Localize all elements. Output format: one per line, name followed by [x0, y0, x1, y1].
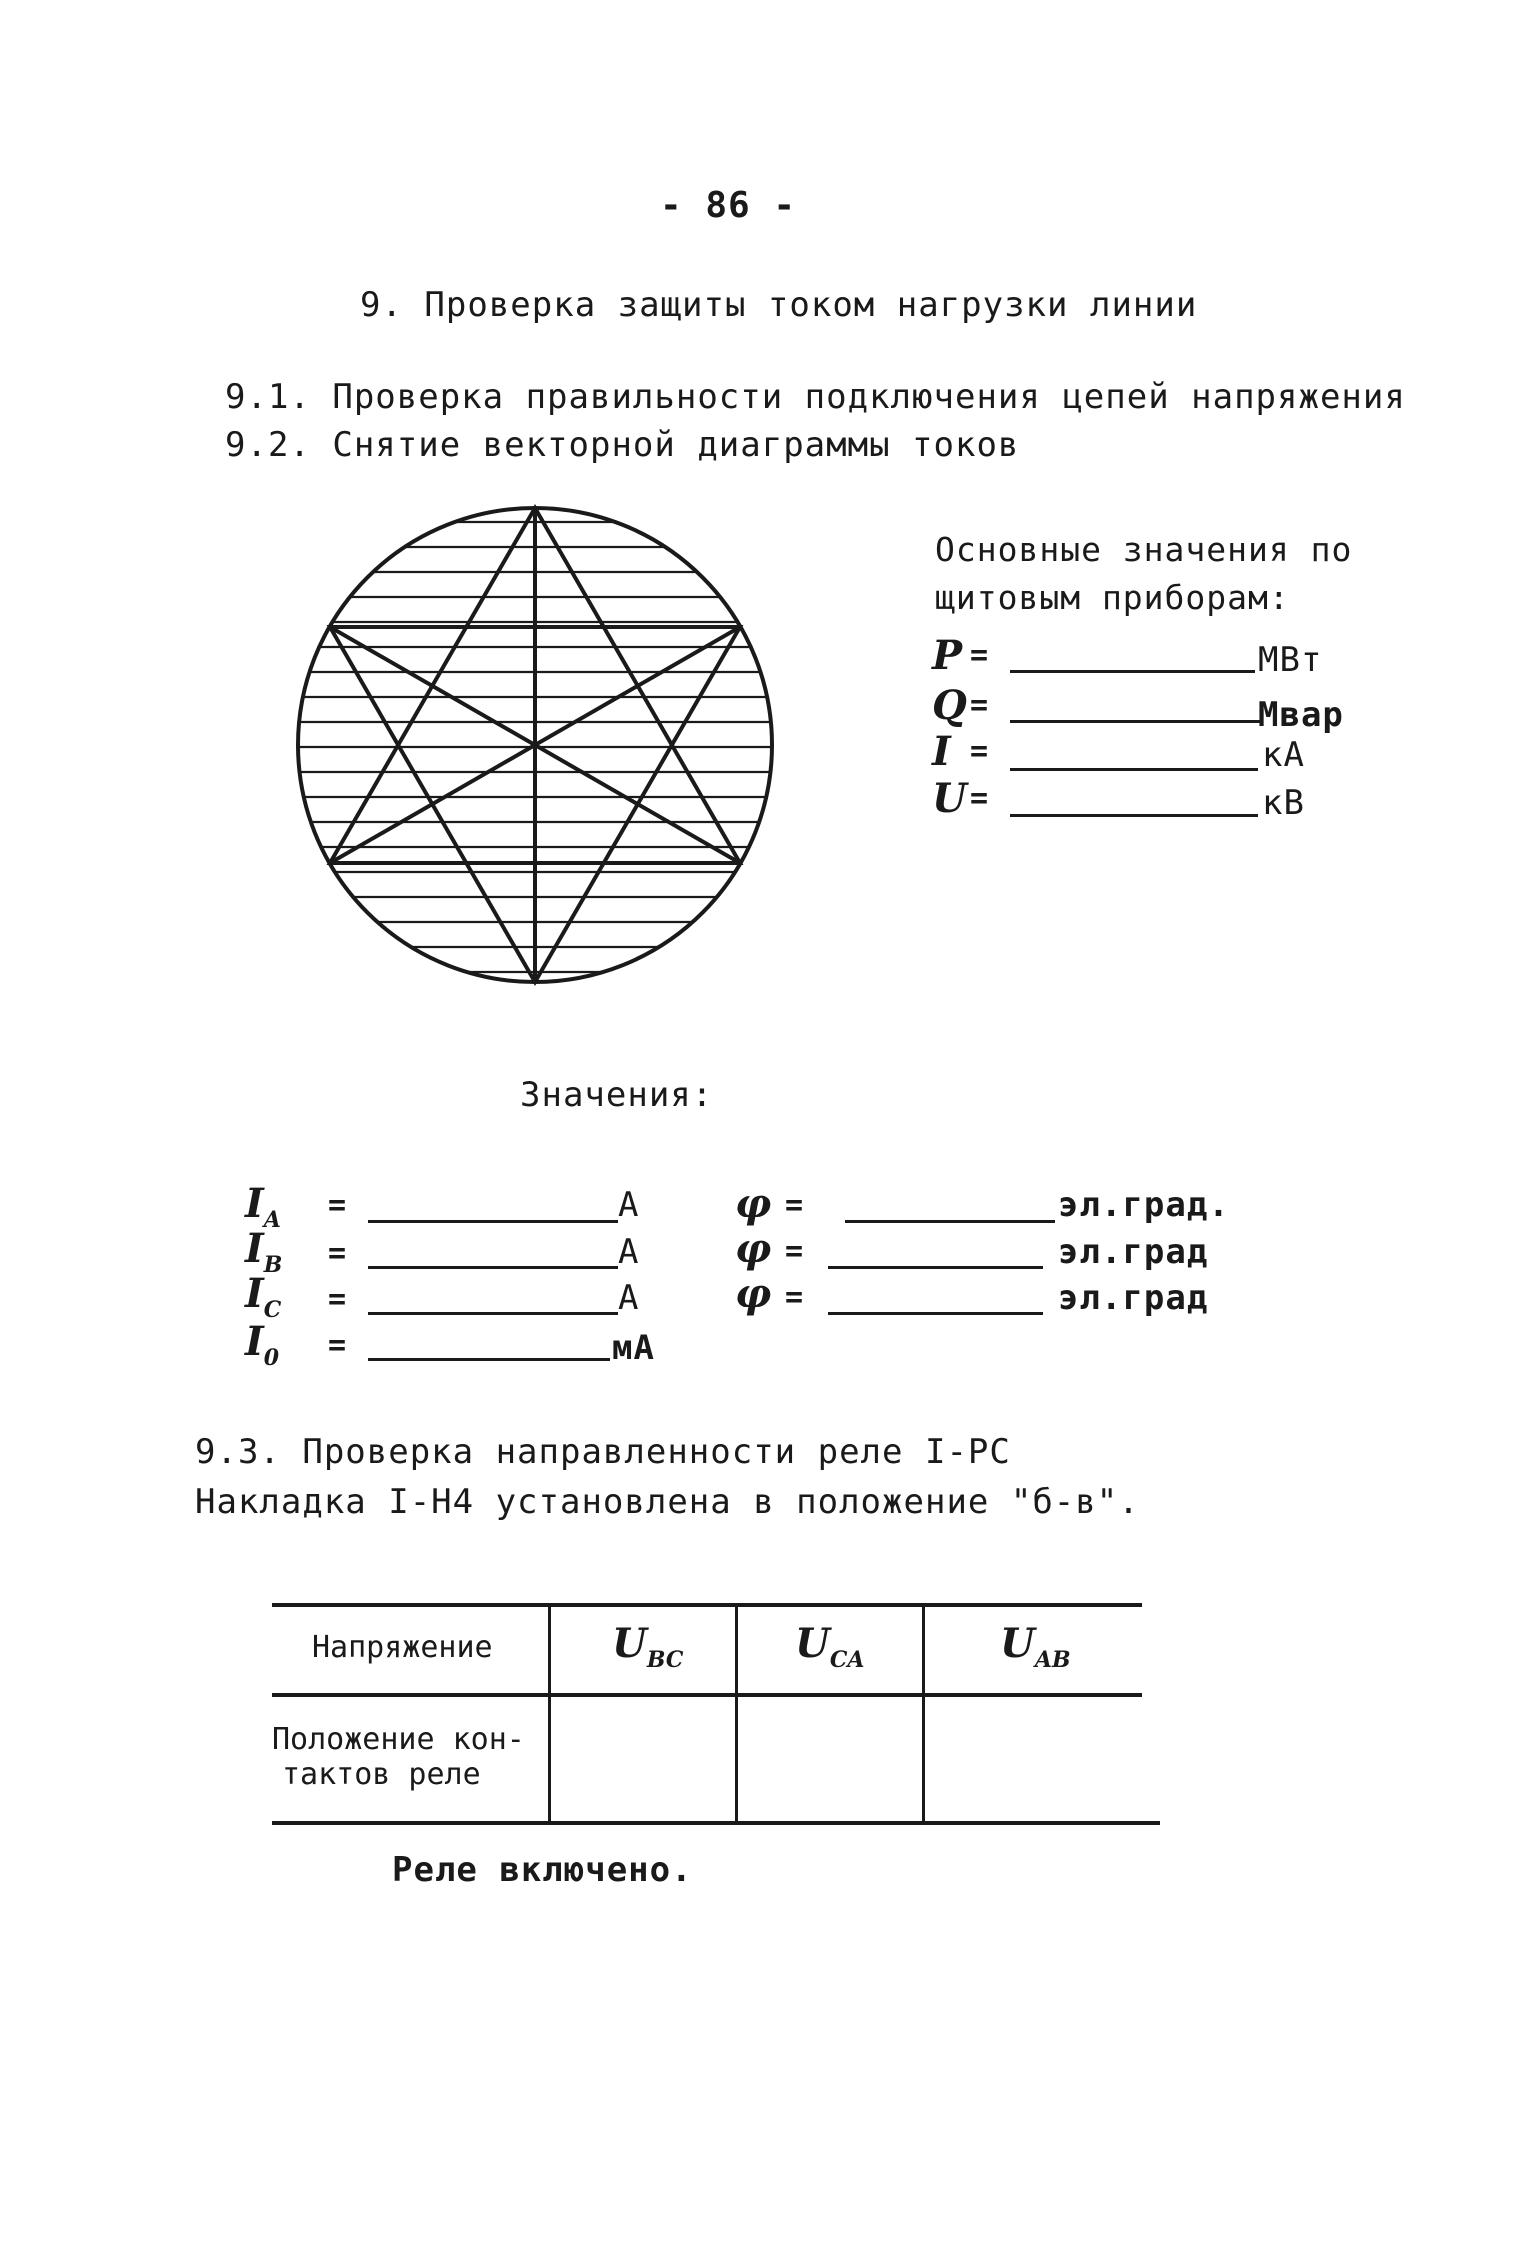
table-row-label-line2: тактов реле: [282, 1757, 481, 1792]
meter-unit: Мвар: [1258, 695, 1344, 735]
section-title: 9. Проверка защиты током нагрузки линии: [360, 285, 1198, 325]
angle-blank-line: [828, 1266, 1043, 1269]
table-cell-uab-value[interactable]: [926, 1697, 1126, 1819]
current-symbol: $I_B$: [245, 1225, 283, 1278]
angle-unit: эл.град.: [1058, 1185, 1230, 1225]
current-unit: А: [618, 1232, 640, 1272]
table-cell-ubc-value[interactable]: [552, 1697, 732, 1819]
angle-unit: эл.град: [1058, 1278, 1209, 1318]
table-bottom-rule: [272, 1821, 1160, 1825]
meter-equals: =: [970, 638, 989, 673]
meters-heading-line2: щитовым приборам:: [935, 578, 1290, 617]
angle-blank-line: [845, 1220, 1055, 1223]
meter-symbol: I: [932, 728, 951, 775]
phi-symbol: φ: [735, 1225, 772, 1272]
item-9-1: 9.1. Проверка правильности подключения цепей напряжения: [225, 377, 1406, 417]
current-equals: =: [328, 1328, 347, 1363]
table-col-uca: $U_{CA}$: [795, 1620, 865, 1673]
current-blank-line: [368, 1358, 610, 1361]
diagram-star: [330, 508, 740, 982]
current-symbol: $I_C$: [245, 1270, 282, 1323]
current-blank-line: [368, 1220, 618, 1223]
current-equals: =: [328, 1188, 347, 1223]
relay-status: Реле включено.: [392, 1850, 693, 1890]
values-heading: Значения:: [520, 1075, 714, 1115]
meter-equals: =: [970, 781, 989, 816]
overlay-note: Накладка I-Н4 установлена в положение "б-в".: [195, 1482, 1140, 1522]
table-header-label: Напряжение: [312, 1630, 493, 1665]
meter-blank-line: [1010, 768, 1258, 771]
meter-unit: кА: [1262, 735, 1305, 775]
meters-heading-line1: Основные значения по: [935, 530, 1353, 569]
current-unit: А: [618, 1185, 640, 1225]
item-9-3: 9.3. Проверка направленности реле I-РС: [195, 1432, 1011, 1472]
meter-unit: МВт: [1258, 640, 1323, 680]
current-unit: мА: [612, 1328, 655, 1368]
angle-equals: =: [785, 1234, 804, 1269]
current-equals: =: [328, 1282, 347, 1317]
page-number: - 86 -: [660, 185, 797, 226]
meter-symbol: P: [932, 632, 963, 679]
table-row-label-line1: Положение кон-: [272, 1722, 525, 1757]
current-unit: А: [618, 1278, 640, 1318]
meter-equals: =: [970, 688, 989, 723]
meter-equals: =: [970, 734, 989, 769]
meter-blank-line: [1010, 670, 1255, 673]
item-9-2: 9.2. Снятие векторной диаграммы токов: [225, 425, 1020, 465]
phi-symbol: φ: [735, 1270, 772, 1317]
meter-unit: кВ: [1262, 783, 1305, 823]
table-col-ubc: $U_{BC}$: [612, 1620, 684, 1673]
current-symbol: $I_0$: [245, 1318, 280, 1371]
table-top-rule: [272, 1603, 1142, 1607]
meter-blank-line: [1010, 720, 1260, 723]
current-equals: =: [328, 1236, 347, 1271]
angle-equals: =: [785, 1280, 804, 1315]
current-symbol: $I_A$: [245, 1180, 281, 1233]
current-blank-line: [368, 1266, 618, 1269]
angle-unit: эл.град: [1058, 1232, 1209, 1272]
meter-symbol: U: [932, 775, 967, 822]
meter-symbol: Q: [932, 682, 967, 729]
table-col-divider: [922, 1603, 925, 1823]
angle-blank-line: [828, 1312, 1043, 1315]
meter-blank-line: [1010, 814, 1258, 817]
table-col-uab: $U_{AB}$: [1000, 1620, 1071, 1673]
table-col-divider: [735, 1603, 738, 1823]
table-cell-uca-value[interactable]: [739, 1697, 919, 1819]
table-col-divider: [548, 1603, 551, 1823]
current-blank-line: [368, 1312, 618, 1315]
vector-diagram: [280, 480, 800, 1010]
angle-equals: =: [785, 1188, 804, 1223]
phi-symbol: φ: [735, 1180, 772, 1227]
